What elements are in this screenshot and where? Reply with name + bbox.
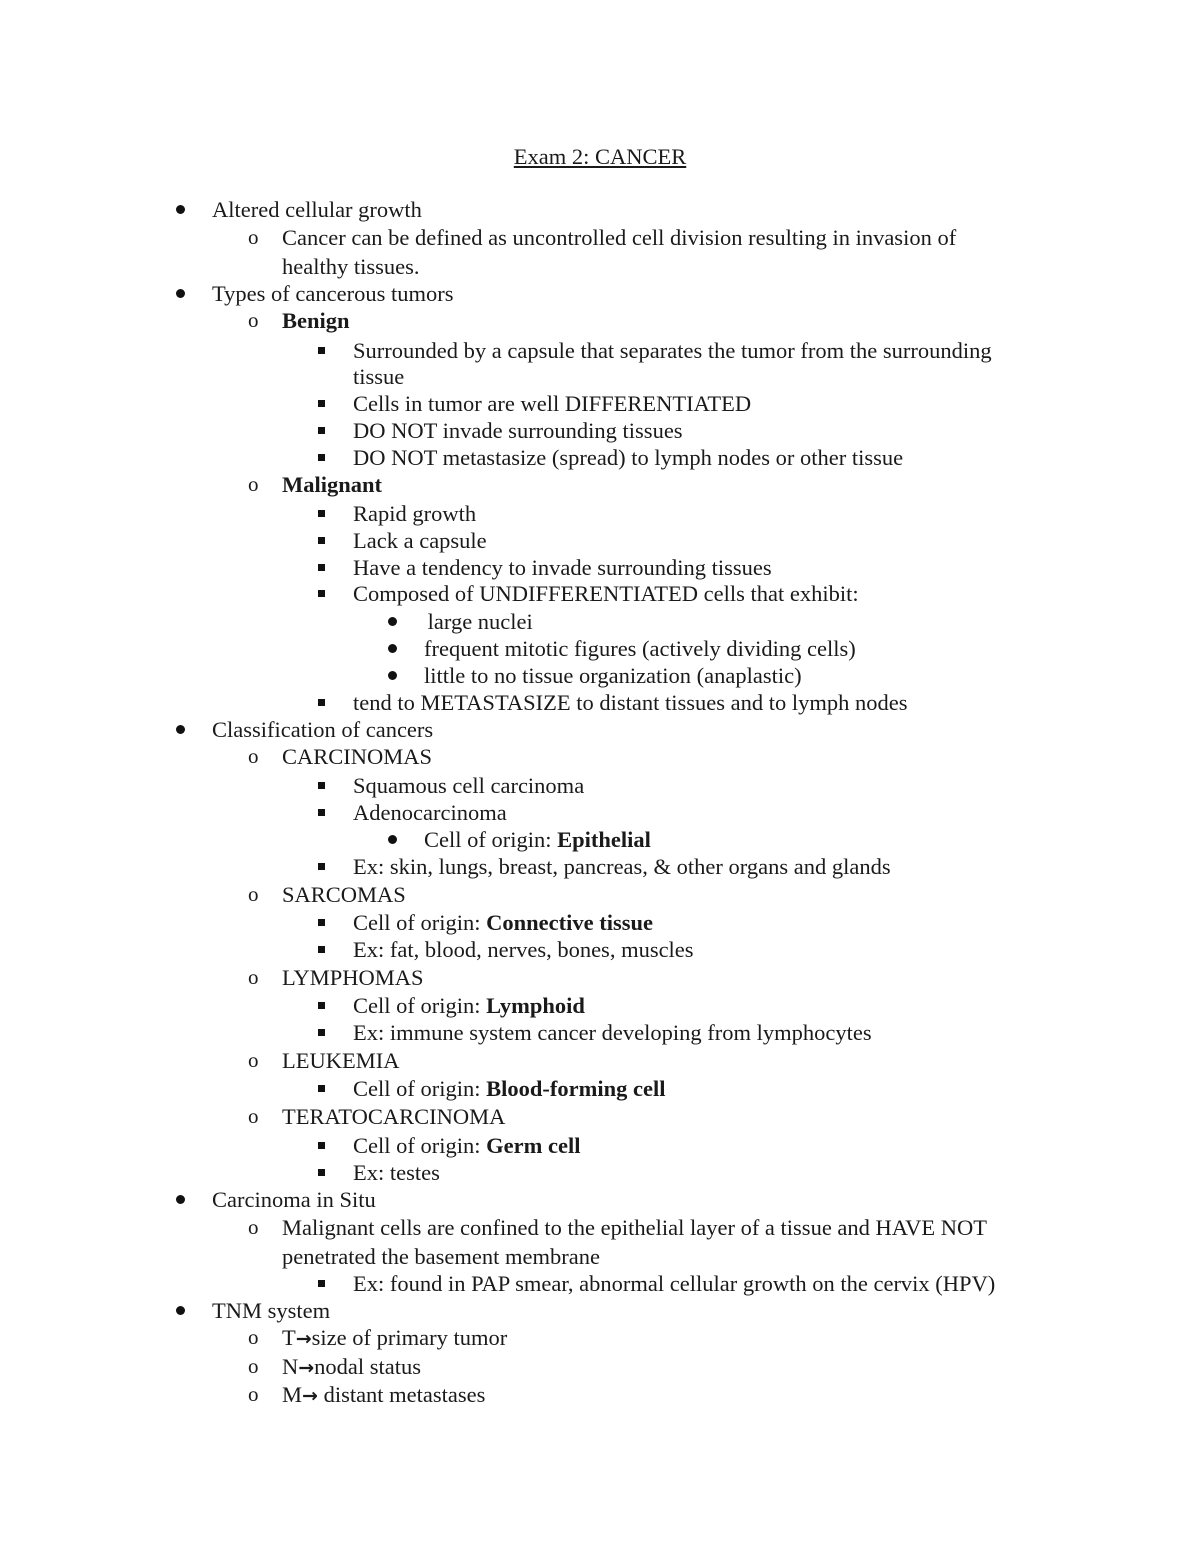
bullet-circle: o: [248, 1325, 259, 1349]
list-item: Cancer can be defined as uncontrolled cell division resulting in invasion of: [282, 225, 957, 250]
bullet-square: [318, 853, 325, 880]
bullet-square: [318, 909, 325, 936]
subheading-leukemia: LEUKEMIA: [282, 1048, 400, 1073]
bullet-square: [318, 1019, 325, 1046]
bullet-dot: [388, 608, 397, 635]
bullet-dot: [176, 1186, 185, 1213]
tnm-description: nodal status: [314, 1354, 422, 1379]
bullet-square: [318, 772, 325, 799]
bullet-square: [318, 337, 325, 364]
list-item: [353, 1075, 665, 1102]
list-item: Rapid growth: [353, 501, 477, 526]
origin-label: Cell of origin:: [353, 1133, 487, 1158]
section-heading-tnm: TNM system: [212, 1298, 331, 1323]
bullet-dot: [176, 716, 185, 743]
bullet-circle: o: [248, 225, 259, 249]
bullet-square: [318, 689, 325, 716]
bullet-circle: o: [248, 965, 259, 989]
bullet-circle: o: [248, 1215, 259, 1239]
bullet-circle: o: [248, 882, 259, 906]
list-item: frequent mitotic figures (actively dividing cells): [424, 636, 856, 661]
origin-value: Connective tissue: [486, 910, 653, 935]
list-item-continuation: penetrated the basement membrane: [282, 1244, 600, 1269]
list-item: Cells in tumor are well DIFFERENTIATED: [353, 391, 752, 416]
bullet-square: [318, 390, 325, 417]
list-item: Have a tendency to invade surrounding tissues: [353, 555, 772, 580]
bullet-circle: o: [248, 744, 259, 768]
section-heading-tumor-types: Types of cancerous tumors: [212, 281, 454, 306]
bullet-circle: o: [248, 1382, 259, 1406]
tnm-letter: T: [282, 1325, 296, 1350]
list-item: Malignant cells are confined to the epithelial layer of a tissue and HAVE NOT: [282, 1215, 987, 1240]
bullet-square: [318, 936, 325, 963]
list-item: DO NOT invade surrounding tissues: [353, 418, 683, 443]
bullet-square: [318, 1075, 325, 1102]
bullet-dot: [388, 635, 397, 662]
list-item: Lack a capsule: [353, 528, 487, 553]
bullet-square: [318, 1159, 325, 1186]
subheading-lymphomas: LYMPHOMAS: [282, 965, 424, 990]
list-item: Adenocarcinoma: [353, 800, 507, 825]
list-item: Surrounded by a capsule that separates the tumor from the surrounding: [353, 338, 992, 363]
list-item-continuation: healthy tissues.: [282, 254, 420, 279]
subheading-malignant: Malignant: [282, 472, 383, 497]
list-item: Ex: testes: [353, 1160, 440, 1185]
bullet-dot: [176, 280, 185, 307]
bullet-circle: o: [248, 1354, 259, 1378]
tnm-letter: M: [282, 1382, 303, 1407]
list-item: [424, 826, 651, 853]
list-item-tnm-m: [282, 1381, 485, 1408]
bullet-dot: [388, 826, 397, 853]
list-item: Ex: immune system cancer developing from lymphocytes: [353, 1020, 872, 1045]
list-item: [353, 992, 585, 1019]
list-item: [353, 909, 653, 936]
tnm-letter: N: [282, 1354, 299, 1379]
list-item: Ex: fat, blood, nerves, bones, muscles: [353, 937, 694, 962]
arrow-right-icon: →: [298, 1357, 315, 1379]
list-item: Squamous cell carcinoma: [353, 773, 585, 798]
section-heading-classification: Classification of cancers: [212, 717, 434, 742]
subheading-sarcomas: SARCOMAS: [282, 882, 406, 907]
arrow-right-icon: →: [295, 1328, 312, 1350]
bullet-dot: [388, 662, 397, 689]
tnm-description: size of primary tumor: [311, 1325, 508, 1350]
origin-value: Lymphoid: [486, 993, 585, 1018]
subheading-teratocarcinoma: TERATOCARCINOMA: [282, 1104, 506, 1129]
page-title: Exam 2: CANCER: [513, 144, 687, 169]
bullet-square: [318, 500, 325, 527]
bullet-circle: o: [248, 472, 259, 496]
bullet-square: [318, 580, 325, 607]
origin-value: Epithelial: [557, 827, 651, 852]
bullet-square: [318, 417, 325, 444]
bullet-square: [318, 1270, 325, 1297]
arrow-right-icon: →: [302, 1385, 318, 1407]
bullet-square: [318, 992, 325, 1019]
list-item: Ex: found in PAP smear, abnormal cellular growth on the cervix (HPV): [353, 1271, 996, 1296]
origin-label: Cell of origin:: [424, 827, 558, 852]
origin-label: Cell of origin:: [353, 1076, 487, 1101]
origin-label: Cell of origin:: [353, 993, 487, 1018]
bullet-square: [318, 1132, 325, 1159]
bullet-dot: [176, 196, 185, 223]
subheading-benign: Benign: [282, 308, 350, 333]
bullet-square: [318, 444, 325, 471]
list-item: little to no tissue organization (anaplastic): [424, 663, 802, 688]
subheading-carcinomas: CARCINOMAS: [282, 744, 433, 769]
tnm-description: distant metastases: [317, 1382, 486, 1407]
bullet-square: [318, 799, 325, 826]
list-item-continuation: tissue: [353, 364, 405, 389]
origin-value: Germ cell: [486, 1133, 581, 1158]
list-item: Composed of UNDIFFERENTIATED cells that exhibit:: [353, 581, 859, 606]
bullet-square: [318, 527, 325, 554]
bullet-square: [318, 554, 325, 581]
bullet-circle: o: [248, 1104, 259, 1128]
list-item: large nuclei: [422, 609, 533, 634]
section-heading-carcinoma-in-situ: Carcinoma in Situ: [212, 1187, 376, 1212]
list-item: [353, 1132, 580, 1159]
bullet-circle: o: [248, 308, 259, 332]
list-item-tnm-t: [282, 1324, 507, 1351]
list-item: DO NOT metastasize (spread) to lymph nodes or other tissue: [353, 445, 904, 470]
bullet-circle: o: [248, 1048, 259, 1072]
origin-value: Blood-forming cell: [486, 1076, 666, 1101]
section-heading-altered-growth: Altered cellular growth: [212, 197, 422, 222]
list-item: tend to METASTASIZE to distant tissues and to lymph nodes: [353, 690, 908, 715]
bullet-dot: [176, 1297, 185, 1324]
origin-label: Cell of origin:: [353, 910, 487, 935]
list-item-tnm-n: [282, 1353, 421, 1380]
list-item: Ex: skin, lungs, breast, pancreas, & other organs and glands: [353, 854, 891, 879]
